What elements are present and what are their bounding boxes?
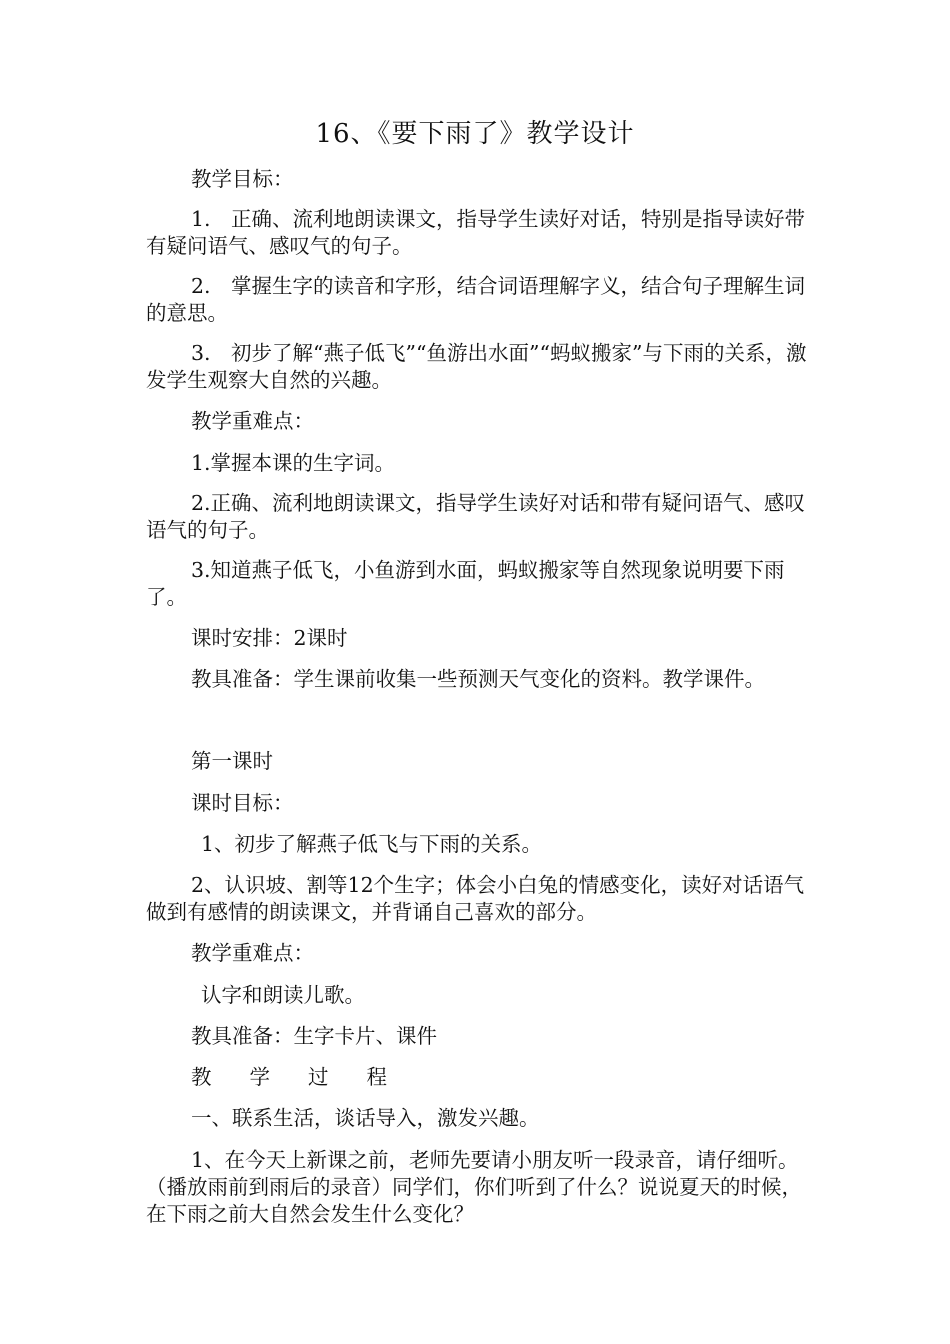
key-point-3: 3.知道燕子低飞，小鱼游到水面，蚂蚁搬家等自然现象说明要下雨了。 <box>146 558 785 609</box>
lesson-one-heading: 第一课时 <box>191 749 273 773</box>
goal-paragraph-1: 1. 正确、流利地朗读课文，指导学生读好对话，特别是指导读好带有疑问语气、感叹气的句子。 <box>146 207 806 258</box>
lesson-key-points-heading: 教学重难点： <box>191 941 314 965</box>
lesson-goals-heading: 课时目标： <box>191 791 294 815</box>
step-one-heading: 一、联系生活，谈话导入，激发兴趣。 <box>191 1106 540 1130</box>
goal-paragraph-2: 2. 掌握生字的读音和字形，结合词语理解字义，结合句子理解生词的意思。 <box>146 274 806 325</box>
lesson-goal-2: 2、认识坡、割等12个生字；体会小白兔的情感变化，读好对话语气做到有感情的朗读课文，并背诵自己喜欢的部分。 <box>146 873 805 924</box>
teaching-aids: 教具准备：学生课前收集一些预测天气变化的资料。教学课件。 <box>191 667 765 691</box>
lesson-goal-1: 1、初步了解燕子低飞与下雨的关系。 <box>201 832 543 856</box>
class-hours: 课时安排：2课时 <box>191 626 348 650</box>
key-point-1: 1.掌握本课的生字词。 <box>191 451 396 475</box>
key-point-2: 2.正确、流利地朗读课文，指导学生读好对话和带有疑问语气、感叹语气的句子。 <box>146 491 806 542</box>
teaching-process-heading: 教学过程 <box>191 1065 425 1089</box>
goal-paragraph-3: 3. 初步了解“燕子低飞”“鱼游出水面”“蚂蚁搬家”与下雨的关系，激发学生观察大自然的兴趣。 <box>146 341 807 392</box>
lesson-teaching-aids: 教具准备：生字卡片、课件 <box>191 1024 437 1048</box>
section-heading-key-points: 教学重难点： <box>191 409 314 433</box>
step-one-paragraph-1: 1、在今天上新课之前，老师先要请小朋友听一段录音，请仔细听。（播放雨前到雨后的录音）同学们，你们听到了什么？说说夏天的时候，在下雨之前大自然会发生什么变化？ <box>146 1148 802 1226</box>
section-heading-teaching-goals: 教学目标： <box>191 167 294 191</box>
document-title: 16、《要下雨了》教学设计 <box>315 119 635 149</box>
lesson-key-points: 认字和朗读儿歌。 <box>201 983 365 1007</box>
